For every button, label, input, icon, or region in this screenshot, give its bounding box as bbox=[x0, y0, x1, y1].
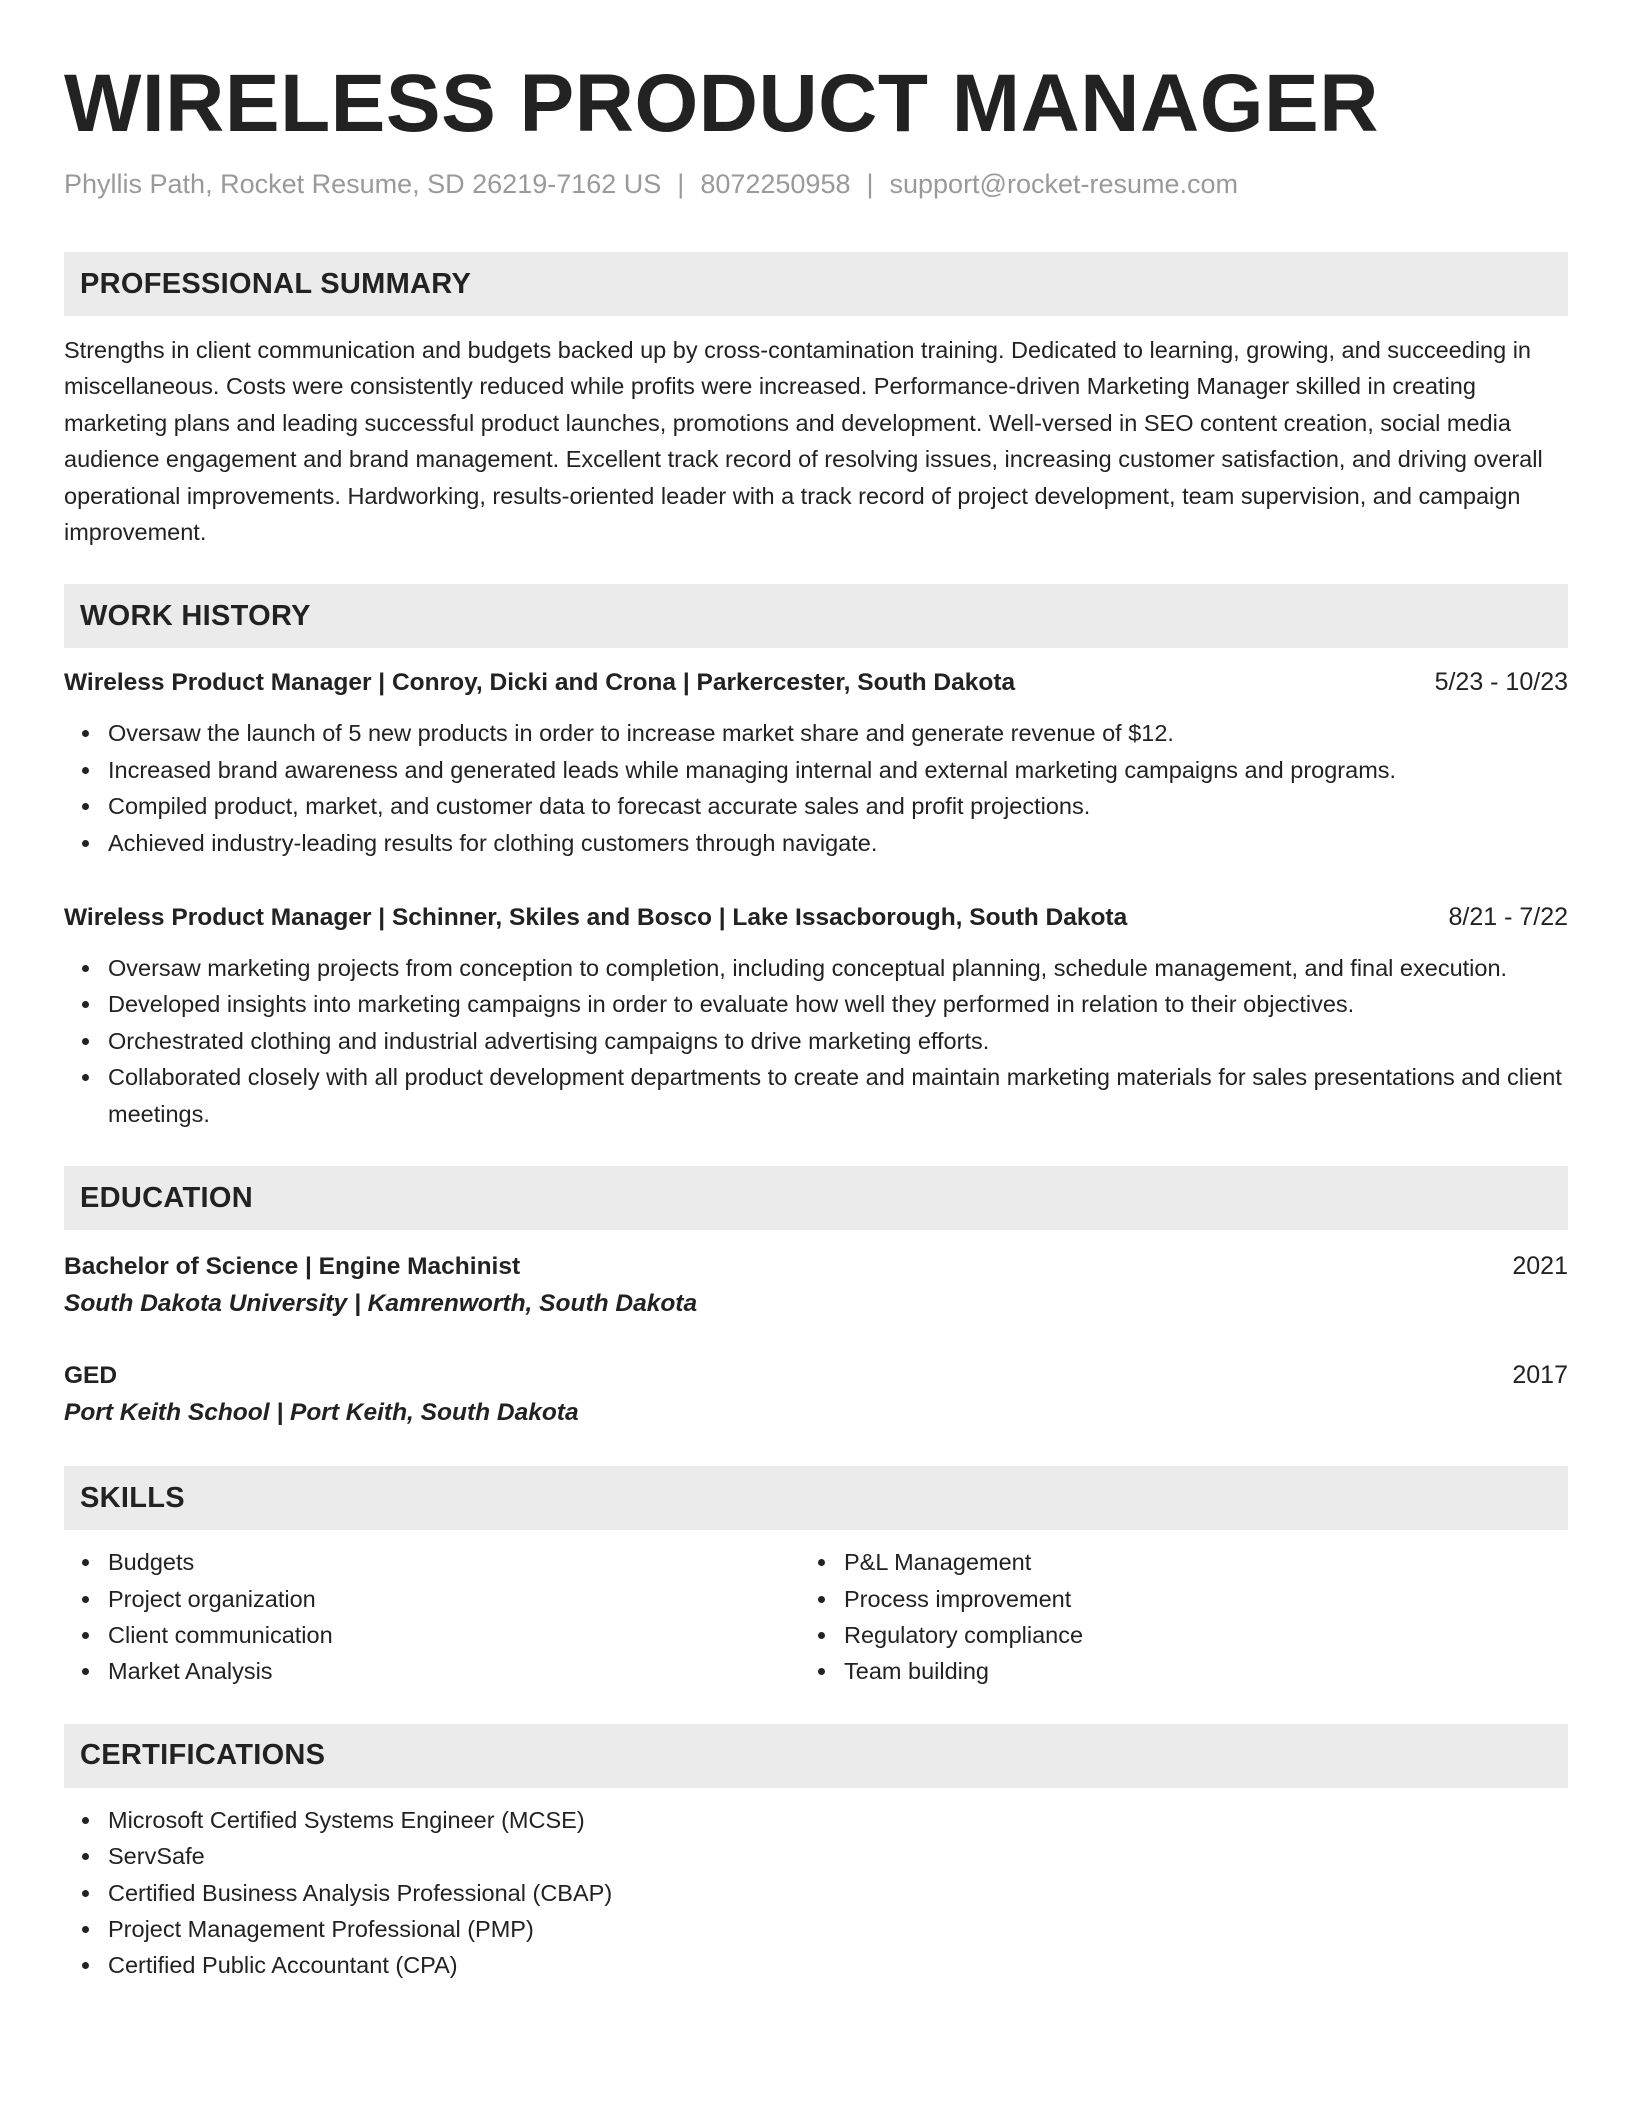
list-item: Developed insights into marketing campaigns in order to evaluate how well they performed in relation to their objectives. bbox=[108, 986, 1568, 1022]
education-school: South Dakota University | Kamrenworth, South Dakota bbox=[64, 1290, 698, 1318]
list-item: Team building bbox=[844, 1653, 1536, 1689]
contact-phone: 8072250958 bbox=[700, 169, 851, 199]
list-item: Certified Business Analysis Professional (CBAP) bbox=[108, 1875, 1568, 1911]
list-item: Oversaw marketing projects from conception to completion, including conceptual planning, schedule management, and final execution. bbox=[108, 950, 1568, 986]
resume-title: WIRELESS PRODUCT MANAGER bbox=[64, 58, 1379, 149]
list-item: Achieved industry-leading results for clothing customers through navigate. bbox=[108, 825, 1568, 861]
list-item: Oversaw the launch of 5 new products in order to increase market share and generate revenue of $12. bbox=[108, 715, 1568, 751]
list-item: Increased brand awareness and generated leads while managing internal and external marketing campaigns and programs. bbox=[108, 752, 1568, 788]
list-item: Client communication bbox=[108, 1617, 800, 1653]
job-header bbox=[64, 899, 1568, 936]
section-header-work-history: WORK HISTORY bbox=[64, 584, 1568, 648]
education-year: 2017 bbox=[1512, 1361, 1568, 1390]
job-dates: 8/21 - 7/22 bbox=[1448, 903, 1568, 932]
education-entry bbox=[64, 1357, 1568, 1432]
list-item: Budgets bbox=[108, 1544, 800, 1580]
contact-email: support@rocket-resume.com bbox=[889, 169, 1239, 199]
list-item: Orchestrated clothing and industrial advertising campaigns to drive marketing efforts. bbox=[108, 1023, 1568, 1059]
job-dates: 5/23 - 10/23 bbox=[1434, 668, 1568, 697]
education-header bbox=[64, 1248, 1568, 1285]
list-item: P&L Management bbox=[844, 1544, 1536, 1580]
list-item: Regulatory compliance bbox=[844, 1617, 1536, 1653]
contact-separator: | bbox=[677, 169, 685, 199]
education-degree: GED bbox=[64, 1362, 118, 1390]
skills-list-left bbox=[64, 1544, 800, 1690]
certifications-list bbox=[64, 1802, 1568, 1984]
job-entry bbox=[64, 664, 1568, 861]
list-item: Collaborated closely with all product development departments to create and maintain marketing materials for sales presentations and client meetings. bbox=[108, 1059, 1568, 1132]
education-degree: Bachelor of Science | Engine Machinist bbox=[64, 1253, 521, 1281]
list-item: Market Analysis bbox=[108, 1653, 800, 1689]
section-header-education: EDUCATION bbox=[64, 1166, 1568, 1230]
list-item: Compiled product, market, and customer data to forecast accurate sales and profit projections. bbox=[108, 788, 1568, 824]
job-title: Wireless Product Manager | Schinner, Skiles and Bosco | Lake Issacborough, South Dakota bbox=[64, 904, 1128, 932]
job-header bbox=[64, 664, 1568, 701]
job-bullets bbox=[64, 950, 1568, 1132]
education-school: Port Keith School | Port Keith, South Dakota bbox=[64, 1399, 579, 1427]
skills-columns bbox=[64, 1544, 1568, 1690]
list-item: Microsoft Certified Systems Engineer (MCSE) bbox=[108, 1802, 1568, 1838]
summary-text: Strengths in client communication and budgets backed up by cross-contamination training. Dedicated to learning, growing, and succeeding in miscellaneous. Costs were consistently reduced while profits were increased. Performance-driven Marketing Manager skilled in creating marketing plans and leading successful product launches, promotions and development. Well-versed in SEO content creation, social media audience engagement and brand management. Excellent track record of resolving issues, increasing customer satisfaction, and driving overall operational improvements. Hardworking, results-oriented leader with a track record of project development, team supervision, and campaign improvement. bbox=[64, 337, 1543, 546]
list-item: Project organization bbox=[108, 1581, 800, 1617]
job-title: Wireless Product Manager | Conroy, Dicki and Crona | Parkercester, South Dakota bbox=[64, 669, 1016, 697]
contact-separator: | bbox=[866, 169, 874, 199]
contact-line bbox=[64, 166, 1568, 202]
section-header-summary: PROFESSIONAL SUMMARY bbox=[64, 252, 1568, 316]
section-header-skills: SKILLS bbox=[64, 1466, 1568, 1530]
contact-address: Phyllis Path, Rocket Resume, SD 26219-7162 US bbox=[64, 169, 662, 199]
education-entry bbox=[64, 1248, 1568, 1323]
skills-list-right bbox=[800, 1544, 1536, 1690]
section-header-certifications: CERTIFICATIONS bbox=[64, 1724, 1568, 1788]
list-item: Project Management Professional (PMP) bbox=[108, 1911, 1568, 1947]
education-header bbox=[64, 1357, 1568, 1394]
job-entry bbox=[64, 899, 1568, 1132]
list-item: ServSafe bbox=[108, 1838, 1568, 1874]
list-item: Process improvement bbox=[844, 1581, 1536, 1617]
list-item: Certified Public Accountant (CPA) bbox=[108, 1947, 1568, 1983]
job-bullets bbox=[64, 715, 1568, 861]
education-year: 2021 bbox=[1512, 1252, 1568, 1281]
